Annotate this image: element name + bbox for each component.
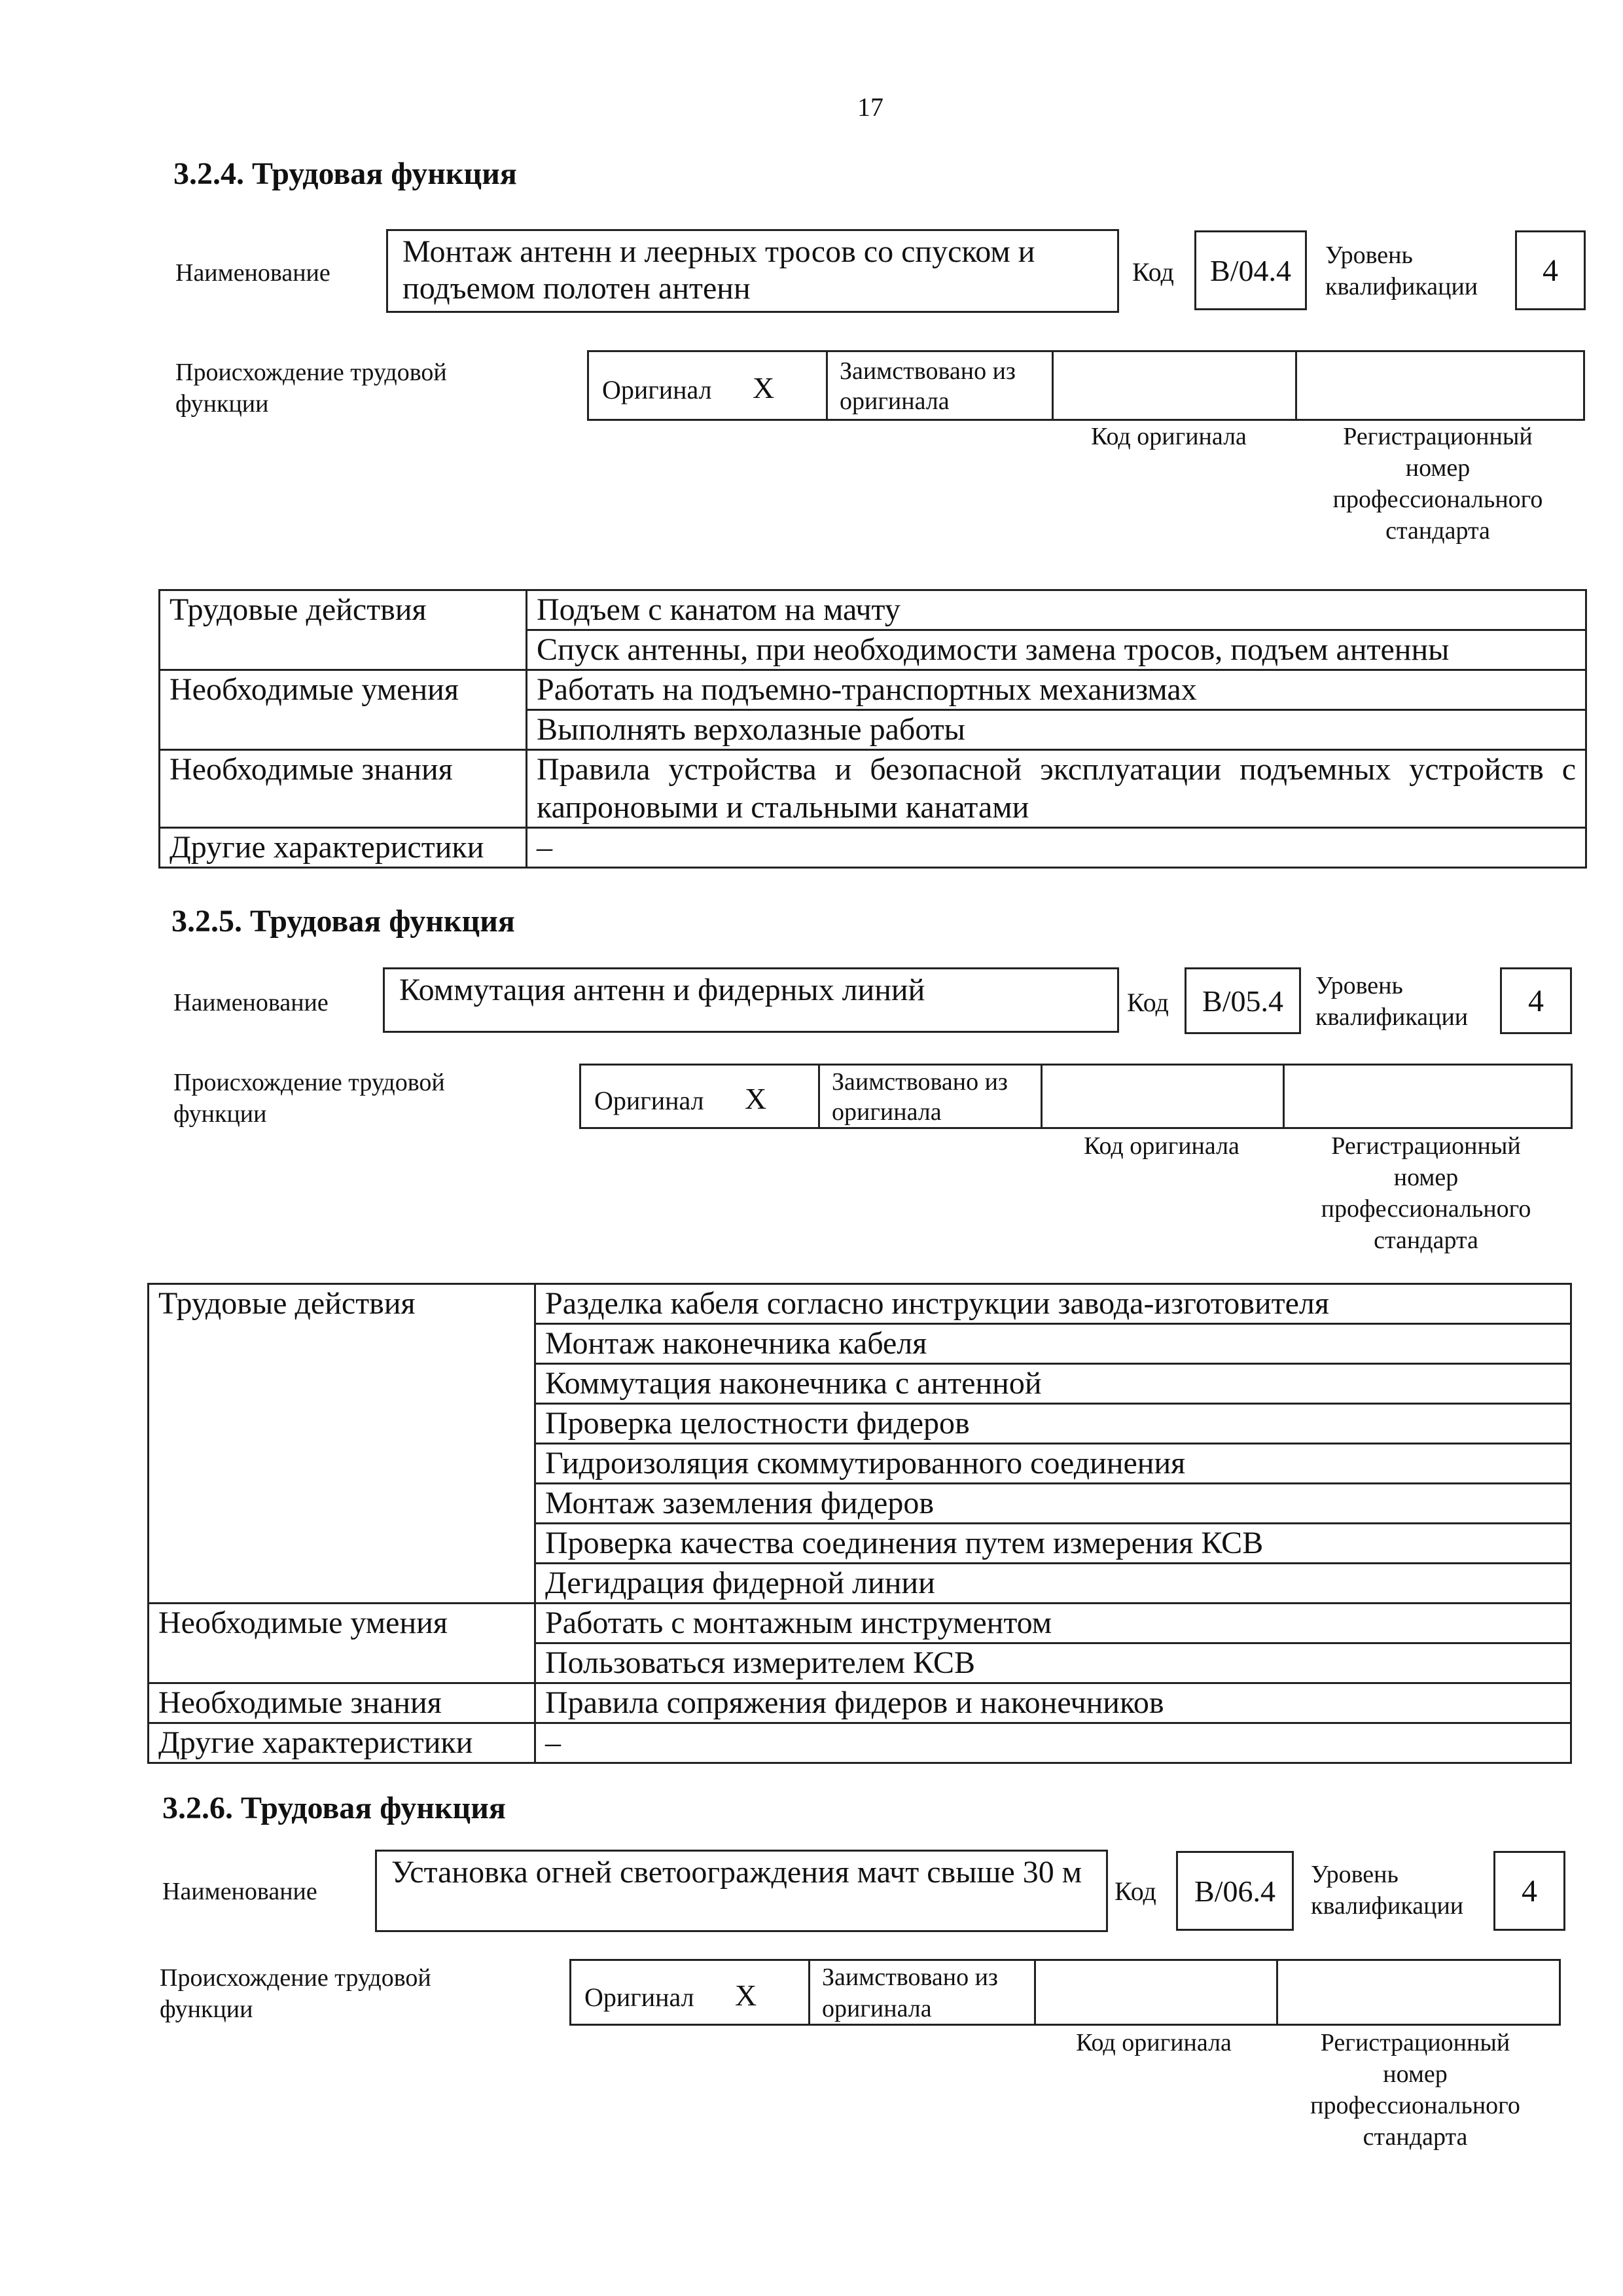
name-label: Наименование bbox=[162, 1878, 317, 1905]
section-title-325: 3.2.5. Трудовая функция bbox=[171, 904, 515, 939]
function-code-box: B/06.4 bbox=[1176, 1851, 1294, 1931]
row-label-skills: Необходимые умения bbox=[149, 1604, 535, 1683]
knowledge-item: Правила сопряжения фидеров и наконечников bbox=[535, 1683, 1571, 1723]
origin-label-1: Происхождение трудовой bbox=[173, 1069, 445, 1096]
borrowed-label-2: оригинала bbox=[822, 1995, 932, 2022]
function-name-box: Установка огней светоограждения мачт свыше 30 м bbox=[375, 1850, 1108, 1932]
qualification-level-box: 4 bbox=[1493, 1851, 1565, 1931]
borrowed-label-1: Заимствовано из bbox=[832, 1068, 1008, 1096]
action-item: Спуск антенны, при необходимости замена тросов, подъем антенны bbox=[527, 630, 1586, 670]
code-original-caption: Код оригинала bbox=[1084, 1132, 1240, 1160]
action-item: Гидроизоляция скоммутированного соединения bbox=[535, 1444, 1571, 1484]
reg-caption: Регистрационный номер профессионального стандарта bbox=[1310, 2029, 1520, 2151]
skill-item: Выполнять верхолазные работы bbox=[527, 710, 1586, 750]
level-label-1: Уровень bbox=[1325, 242, 1413, 269]
row-label-other: Другие характеристики bbox=[149, 1723, 535, 1763]
section-title-324: 3.2.4. Трудовая функция bbox=[173, 156, 517, 191]
function-code-box: B/04.4 bbox=[1194, 230, 1307, 310]
code-original-cell bbox=[1043, 1066, 1285, 1127]
function-name-box: Монтаж антенн и леерных тросов со спуском и подъемом полотен антенн bbox=[386, 229, 1119, 313]
origin-label-1: Происхождение трудовой bbox=[175, 359, 447, 386]
knowledge-item: Правила устройства и безопасной эксплуатации подъемных устройств с капроновыми и стальными канатами bbox=[527, 750, 1586, 828]
reg-number-cell bbox=[1297, 352, 1583, 419]
level-label-1: Уровень bbox=[1311, 1861, 1399, 1888]
borrowed-label-1: Заимствовано из bbox=[822, 1964, 998, 1991]
row-label-skills: Необходимые умения bbox=[160, 670, 527, 750]
action-item: Подъем с канатом на мачту bbox=[527, 590, 1586, 630]
original-cell bbox=[571, 1961, 810, 2024]
action-item: Монтаж заземления фидеров bbox=[535, 1484, 1571, 1524]
original-cell bbox=[589, 352, 828, 419]
action-item: Разделка кабеля согласно инструкции завода-изготовителя bbox=[535, 1284, 1571, 1324]
table-row bbox=[160, 828, 1586, 868]
origin-label-2: функции bbox=[173, 1100, 267, 1128]
table-row bbox=[160, 590, 1586, 630]
action-item: Проверка целостности фидеров bbox=[535, 1404, 1571, 1444]
name-label: Наименование bbox=[175, 259, 330, 287]
row-label-actions: Трудовые действия bbox=[149, 1284, 535, 1604]
row-label-other: Другие характеристики bbox=[160, 828, 527, 868]
level-label-2: квалификации bbox=[1311, 1892, 1464, 1920]
skill-item: Пользоваться измерителем КСВ bbox=[535, 1643, 1571, 1683]
row-label-knowledge: Необходимые знания bbox=[160, 750, 527, 828]
section-title-326: 3.2.6. Трудовая функция bbox=[162, 1791, 506, 1825]
function-code-box: B/05.4 bbox=[1185, 967, 1301, 1034]
table-row bbox=[149, 1284, 1571, 1324]
code-original-caption: Код оригинала bbox=[1091, 423, 1247, 450]
reg-number-cell bbox=[1285, 1066, 1571, 1127]
reg-caption: Регистрационный номер профессионального стандарта bbox=[1332, 423, 1543, 545]
origin-table bbox=[587, 350, 1585, 421]
origin-table bbox=[579, 1064, 1573, 1129]
borrowed-label-2: оригинала bbox=[832, 1098, 942, 1126]
borrowed-cell bbox=[828, 352, 1054, 419]
original-mark: X bbox=[745, 1082, 767, 1115]
original-mark: X bbox=[753, 371, 775, 404]
function-details-table bbox=[147, 1283, 1572, 1764]
original-label: Оригинал bbox=[594, 1086, 704, 1115]
code-label: Код bbox=[1127, 988, 1169, 1017]
table-row bbox=[160, 670, 1586, 710]
qualification-level-box: 4 bbox=[1515, 230, 1586, 310]
name-label: Наименование bbox=[173, 989, 329, 1016]
original-mark: X bbox=[735, 1979, 757, 2012]
page-number: 17 bbox=[857, 92, 883, 122]
borrowed-label-1: Заимствовано из bbox=[840, 357, 1016, 385]
function-name-box: Коммутация антенн и фидерных линий bbox=[383, 967, 1119, 1033]
row-label-knowledge: Необходимые знания bbox=[149, 1683, 535, 1723]
code-label: Код bbox=[1115, 1876, 1156, 1906]
borrowed-label-2: оригинала bbox=[840, 387, 950, 415]
origin-label-2: функции bbox=[160, 1996, 253, 2023]
reg-caption: Регистрационный номер профессионального стандарта bbox=[1321, 1132, 1531, 1254]
table-row bbox=[160, 750, 1586, 828]
original-label: Оригинал bbox=[602, 375, 712, 404]
table-row bbox=[149, 1604, 1571, 1643]
level-label-2: квалификации bbox=[1325, 273, 1478, 300]
other-value: – bbox=[527, 828, 1586, 868]
function-details-table bbox=[158, 589, 1587, 869]
origin-label-2: функции bbox=[175, 390, 269, 418]
skill-item: Работать с монтажным инструментом bbox=[535, 1604, 1571, 1643]
origin-table bbox=[569, 1959, 1561, 2026]
original-cell bbox=[581, 1066, 820, 1127]
code-original-caption: Код оригинала bbox=[1076, 2029, 1232, 2056]
action-item: Дегидрация фидерной линии bbox=[535, 1564, 1571, 1604]
level-label-2: квалификации bbox=[1315, 1003, 1469, 1031]
other-value: – bbox=[535, 1723, 1571, 1763]
borrowed-cell bbox=[820, 1066, 1043, 1127]
action-item: Монтаж наконечника кабеля bbox=[535, 1324, 1571, 1364]
action-item: Коммутация наконечника с антенной bbox=[535, 1364, 1571, 1404]
reg-number-cell bbox=[1278, 1961, 1559, 2024]
level-label-1: Уровень bbox=[1315, 972, 1403, 999]
code-original-cell bbox=[1054, 352, 1297, 419]
code-original-cell bbox=[1036, 1961, 1278, 2024]
table-row bbox=[149, 1683, 1571, 1723]
table-row bbox=[149, 1723, 1571, 1763]
borrowed-cell bbox=[810, 1961, 1036, 2024]
row-label-actions: Трудовые действия bbox=[160, 590, 527, 670]
action-item: Проверка качества соединения путем измерения КСВ bbox=[535, 1524, 1571, 1564]
code-label: Код bbox=[1132, 257, 1174, 287]
origin-label-1: Происхождение трудовой bbox=[160, 1964, 431, 1992]
qualification-level-box: 4 bbox=[1500, 967, 1572, 1034]
original-label: Оригинал bbox=[584, 1982, 694, 2012]
skill-item: Работать на подъемно-транспортных механизмах bbox=[527, 670, 1586, 710]
